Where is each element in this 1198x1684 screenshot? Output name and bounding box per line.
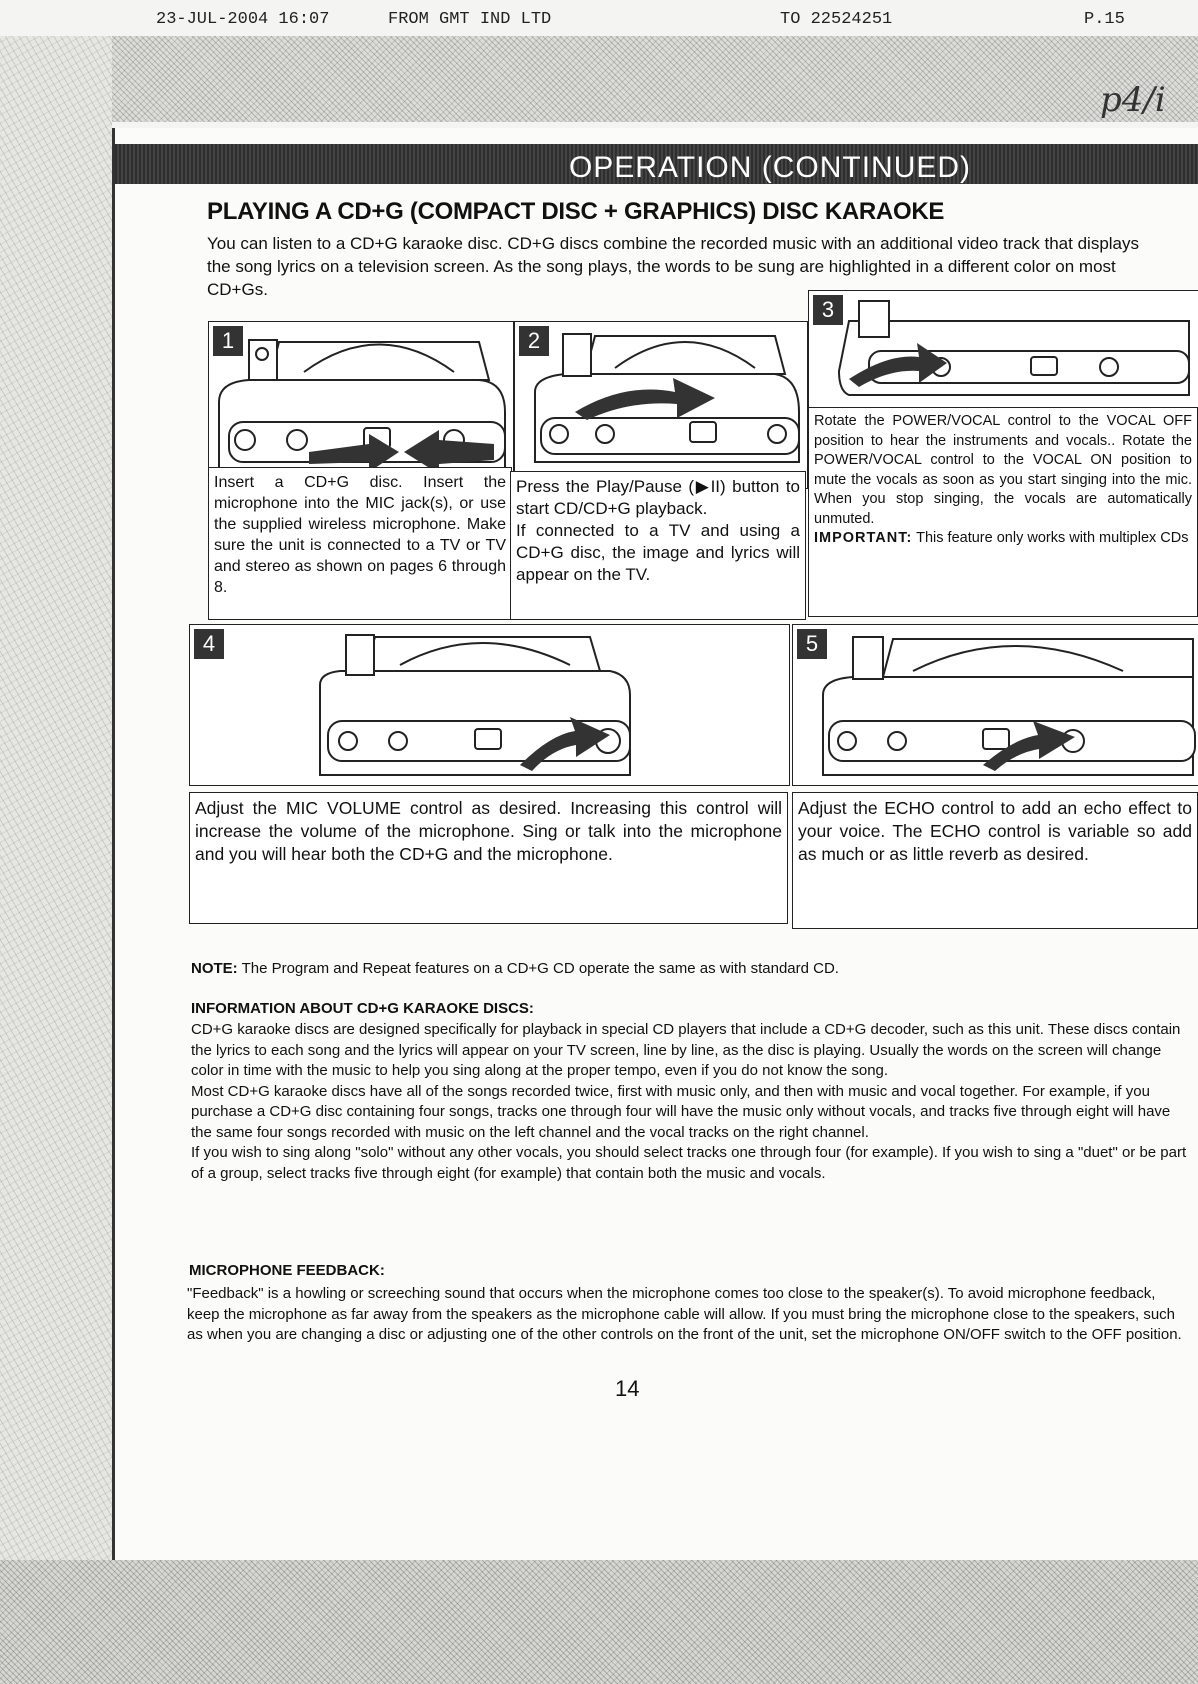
step-3-text: Rotate the POWER/VOCAL control to the VOCAL OFF position to hear the instruments and vocals.. Rotate the POWER/VOCAL control to the VOCAL ON position to mute the vocals as soon as you start singing into the mic. When you stop singing, the vocals are automatically unmuted. xyxy=(814,413,1192,527)
step-2-text: Press the Play/Pause (▶II) button to start CD/CD+G playback. xyxy=(516,477,800,518)
cd-player-drawing xyxy=(190,625,789,785)
intro-paragraph: You can listen to a CD+G karaoke disc. CD+G discs combine the recorded music with an additional video track that displays the song lyrics on a television screen. As the song plays, the words to be sung are highlighted in a different color on most CD+Gs. xyxy=(207,234,1140,299)
step-2-text-2: If connected to a TV and using a CD+G disc, the image and lyrics will appear on the TV. xyxy=(516,521,800,584)
step-2-badge: 2 xyxy=(519,326,549,356)
fax-page: P.15 xyxy=(1084,10,1125,29)
page-number: 14 xyxy=(615,1376,640,1401)
note-text: The Program and Repeat features on a CD+G CD operate the same as with standard CD. xyxy=(241,960,839,977)
fax-noise-top xyxy=(0,36,1198,122)
feedback-body xyxy=(187,1284,1187,1346)
step-5-text: Adjust the ECHO control to add an echo effect to your voice. The ECHO control is variable so add as much or as little reverb as desired. xyxy=(798,798,1192,864)
fax-to: TO 22524251 xyxy=(780,10,893,29)
step-1-text: Insert a CD+G disc. Insert the microphone into the MIC jack(s), or use the supplied wireless microphone. Make sure the unit is connected to a TV or TV and stereo as shown on pages 6 through 8. xyxy=(214,474,506,596)
feedback-heading: MICROPHONE FEEDBACK: xyxy=(189,1262,385,1279)
note-label: NOTE: xyxy=(191,960,238,977)
manual-page xyxy=(112,128,1198,1560)
info-paragraph-2: Most CD+G karaoke discs have all of the songs recorded twice, first with music only, and then with music and vocal together. For example, if you purchase a CD+G disc containing four songs, tracks one through four will have the music only without vocals, and tracks five through eight will have the same four songs recorded with music on the left channel and the vocal tracks on the right channel. xyxy=(191,1082,1171,1141)
step-4-caption xyxy=(189,792,788,924)
cd-player-drawing xyxy=(515,322,807,488)
fax-from: FROM GMT IND LTD xyxy=(388,10,552,29)
step-1-illustration xyxy=(208,321,514,489)
step-4-text: Adjust the MIC VOLUME control as desired. Increasing this control will increase the volume of the microphone. Sing or talk into the microphone and you will hear both the CD+G and the microphone. xyxy=(195,798,782,864)
step-5-caption xyxy=(792,792,1198,929)
page-heading: PLAYING A CD+G (COMPACT DISC + GRAPHICS) DISC KARAOKE xyxy=(207,198,945,225)
info-heading: INFORMATION ABOUT CD+G KARAOKE DISCS: xyxy=(191,1000,534,1017)
fax-date-time: 23-JUL-2004 16:07 xyxy=(156,10,330,29)
step-3-badge: 3 xyxy=(813,295,843,325)
info-paragraph-1: CD+G karaoke discs are designed specifically for playback in special CD players that include a CD+G decoder, such as this unit. These discs contain the lyrics to each song and the lyrics will appear on your TV screen, line by line, as the disc is playing. Usually the words on the screen will change color in time with the music to help you sing along at the proper tempo, even if you do not know the song. xyxy=(191,1021,1181,1079)
cd-player-drawing xyxy=(209,322,513,488)
step-4-illustration xyxy=(189,624,790,786)
info-body xyxy=(191,1020,1191,1184)
handwritten-mark: p4/i xyxy=(1100,80,1166,120)
step-5-illustration xyxy=(792,624,1198,786)
step-4-badge: 4 xyxy=(194,629,224,659)
cd-player-drawing xyxy=(809,291,1198,408)
step-3-illustration xyxy=(808,290,1198,409)
cd-player-drawing xyxy=(793,625,1198,785)
fax-noise-bottom xyxy=(0,1560,1198,1684)
step-3-important-label: IMPORTANT: xyxy=(814,530,913,546)
step-3-important-text: This feature only works with multiplex CDs xyxy=(916,530,1189,546)
step-3-caption xyxy=(808,407,1198,617)
feedback-text: "Feedback" is a howling or screeching sound that occurs when the microphone comes too close to the speaker(s). To avoid microphone feedback, keep the microphone as far away from the speakers as the microphone cable will allow. If you must bring the microphone close to the speakers, such as when you are changing a disc or adjusting one of the other controls on the front of the unit, set the microphone ON/OFF switch to the OFF position. xyxy=(187,1285,1182,1343)
note-line xyxy=(191,960,839,977)
step-5-badge: 5 xyxy=(797,629,827,659)
step-1-badge: 1 xyxy=(213,326,243,356)
info-paragraph-3: If you wish to sing along "solo" without any other vocals, you should select tracks one through four (for example). If you wish to sing a "duet" or be part of a group, select tracks five through eight (for example) that contain both the music and vocals. xyxy=(191,1144,1187,1182)
fax-header xyxy=(0,0,1198,36)
step-1-caption xyxy=(208,467,512,620)
step-2-caption xyxy=(510,471,806,620)
fax-noise-left xyxy=(0,36,112,1684)
step-2-illustration xyxy=(514,321,808,489)
banner-title: OPERATION (CONTINUED) xyxy=(568,151,972,184)
